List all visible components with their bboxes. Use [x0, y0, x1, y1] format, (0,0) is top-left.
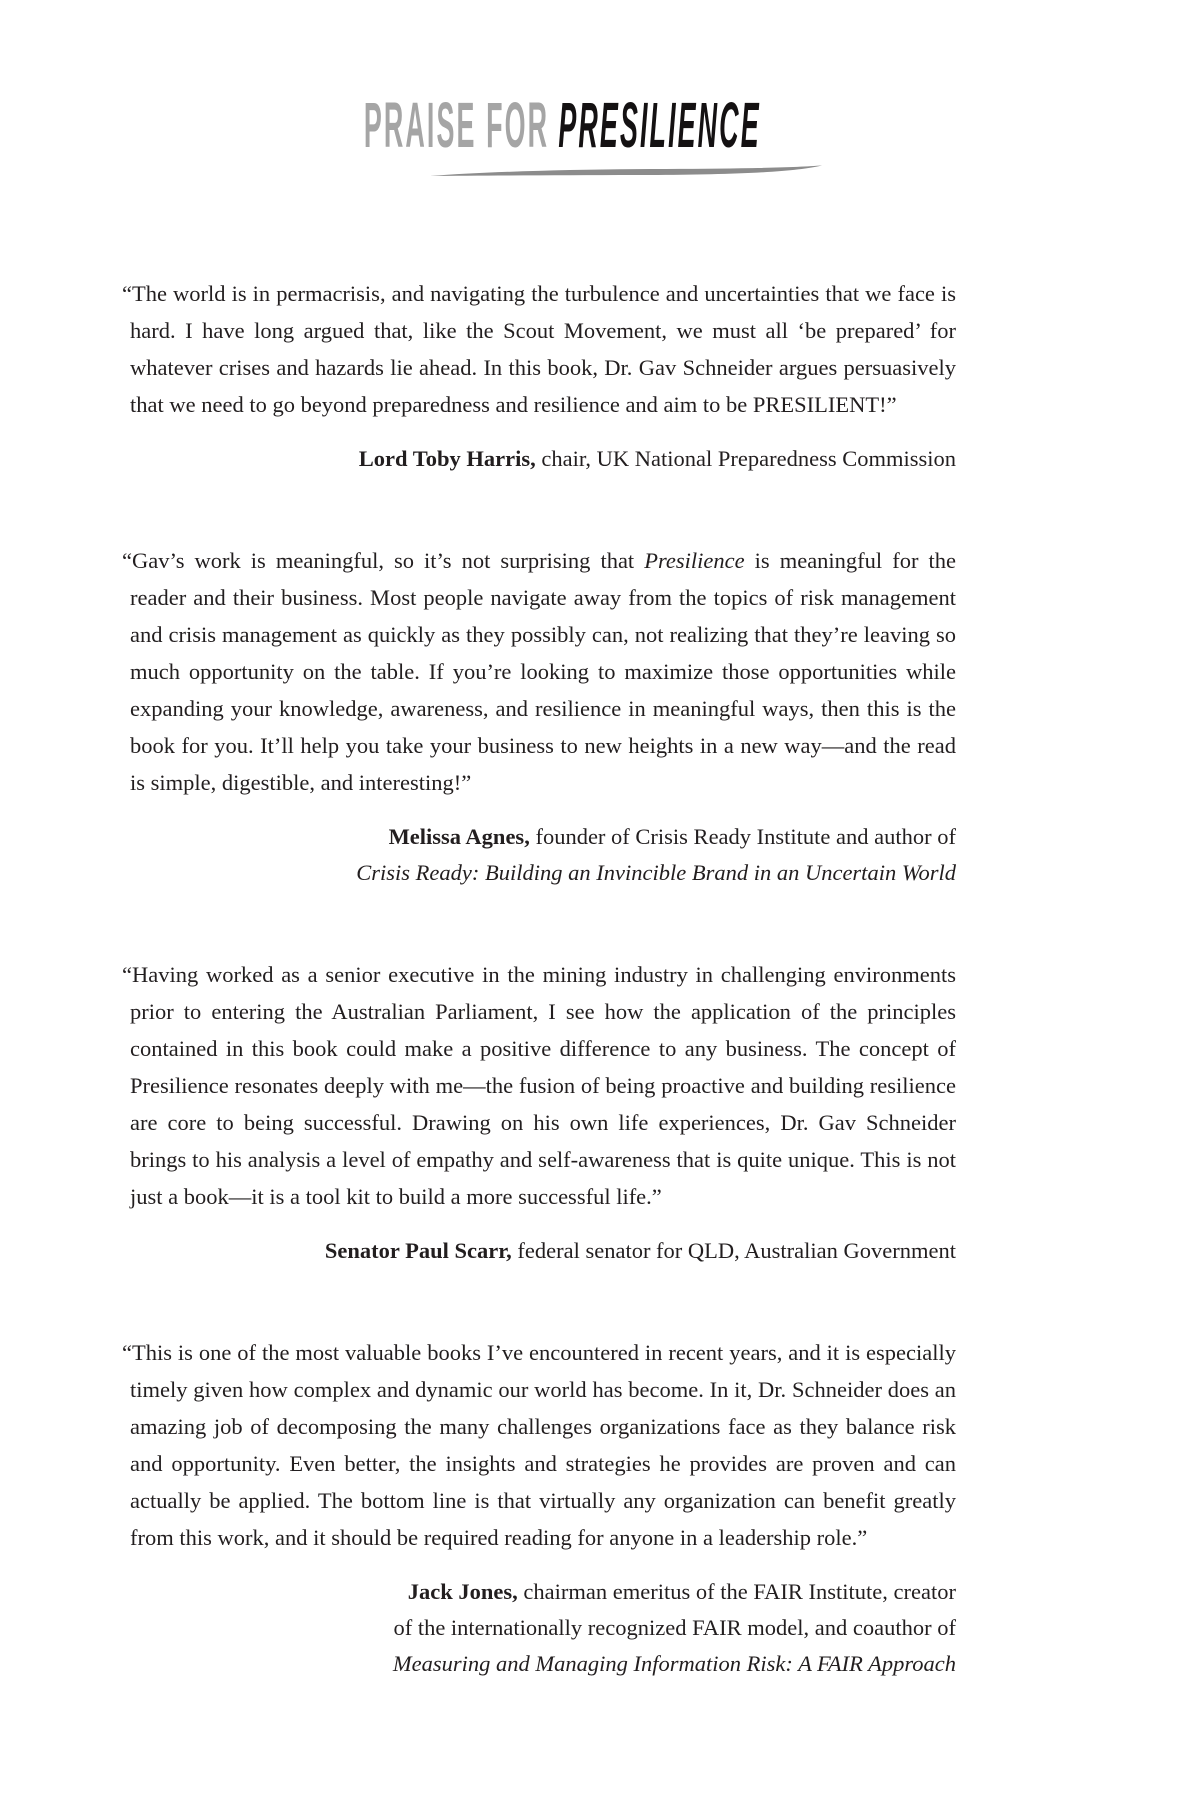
attribution-book-title: Measuring and Managing Information Risk: A FAIR Approach — [392, 1651, 956, 1676]
attribution-line — [122, 1646, 956, 1682]
attribution-book-title: Crisis Ready: Building an Invincible Brand in an Uncertain World — [356, 860, 956, 885]
quote-attribution — [122, 1233, 956, 1269]
quote-text — [122, 275, 956, 423]
attribution-line — [122, 819, 956, 855]
attribution-line — [122, 1233, 956, 1269]
quote-block-jones — [122, 1334, 956, 1682]
attribution-name: Senator Paul Scarr, — [324, 1238, 512, 1263]
quote-block-harris — [122, 275, 956, 477]
quote-text — [122, 1334, 956, 1556]
attribution-role: federal senator for QLD, Australian Government — [511, 1238, 956, 1263]
title-praise-for: PRAISE FOR — [363, 89, 550, 161]
attribution-name: Melissa Agnes, — [388, 824, 530, 849]
attribution-line — [122, 855, 956, 891]
quote-text — [122, 542, 956, 801]
quote-segment: “This is one of the most valuable books I’ve encountered in recent years, and it is especially timely given how complex and dynamic our world has become. In it, Dr. Schneider does an amazing job of decomposing the many challenges organizations face as they balance risk and opportunity. Even better, the insights and strategies he provides are proven and can actually be applied. The bottom line is that virtually any organization can benefit greatly from this work, and it should be required reading for anyone in a leadership role.” — [122, 1340, 956, 1550]
attribution-role: chair, UK National Preparedness Commission — [535, 446, 956, 471]
attribution-name: Jack Jones, — [407, 1579, 518, 1604]
quote-block-agnes — [122, 542, 956, 891]
quote-attribution — [122, 441, 956, 477]
page-title — [363, 89, 761, 161]
attribution-line — [122, 441, 956, 477]
quote-block-scarr — [122, 956, 956, 1269]
quote-attribution — [122, 1574, 956, 1682]
attribution-role: of the internationally recognized FAIR model, and coauthor of — [393, 1615, 956, 1640]
quote-segment: “The world is in permacrisis, and navigating the turbulence and uncertainties that we face is hard. I have long argued that, like the Scout Movement, we must all ‘be prepared’ for whatever crises and hazards lie ahead. In this book, Dr. Gav Schneider argues persuasively that we need to go beyond preparedness and resilience and aim to be PRESILIENT!” — [122, 281, 956, 417]
attribution-role: founder of Crisis Ready Institute and author of — [529, 824, 956, 849]
attribution-line — [122, 1574, 956, 1610]
page-content — [122, 0, 956, 1682]
praise-quotes — [122, 275, 956, 1682]
page-header — [122, 89, 956, 179]
title-underline-swoosh — [428, 163, 824, 179]
attribution-role: chairman emeritus of the FAIR Institute, creator — [517, 1579, 956, 1604]
quote-text — [122, 956, 956, 1215]
attribution-line — [122, 1610, 956, 1646]
title-presilience: PRESILIENCE — [558, 89, 761, 161]
quote-segment-italic: Presilience — [644, 548, 745, 573]
quote-segment: is meaningful for the reader and their business. Most people navigate away from the topics of risk management and crisis management as quickly as they possibly can, not realizing that they’re leaving so much opportunity on the table. If you’re looking to maximize those opportunities while expanding your knowledge, awareness, and resilience in meaningful ways, then this is the book for you. It’ll help you take your business to new heights in a new way—and the read is simple, digestible, and interesting!” — [130, 548, 956, 795]
quote-attribution — [122, 819, 956, 891]
swoosh-stroke — [430, 165, 822, 176]
quote-segment: “Having worked as a senior executive in the mining industry in challenging environments prior to entering the Australian Parliament, I see how the application of the principles contained in this book could make a positive difference to any business. The concept of Presilience resonates deeply with me—the fusion of being proactive and building resilience are core to being successful. Drawing on his own life experiences, Dr. Gav Schneider brings to his analysis a level of empathy and self-awareness that is quite unique. This is not just a book—it is a tool kit to build a more successful life.” — [122, 962, 956, 1209]
quote-segment: “Gav’s work is meaningful, so it’s not surprising that — [122, 548, 645, 573]
attribution-name: Lord Toby Harris, — [358, 446, 536, 471]
